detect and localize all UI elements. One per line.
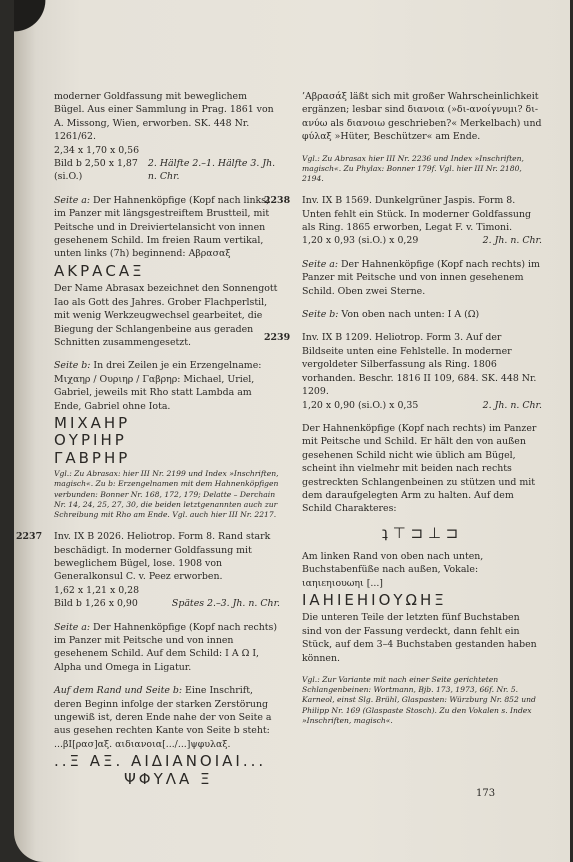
text-block: Am linken Rand von oben nach unten, Buchstabenfüße nach außen, Vokale: ιαηιεηιουωηι [...] (302, 550, 484, 589)
description: Der Hahnenköpfige (Kopf nach rechts) im Panzer mit Peitsche und von innen gesehenem Schild. Oben zwei Sterne. (302, 258, 540, 297)
footnote: Vgl.: Zu Abrasax: hier III Nr. 2199 und Index »Inschriften, magisch«. Zu b: Erzengelnamen mit dem Hahnenköpfigen verbunden: Bonner Nr. 168, 172, 179; Delatte – Derchain Nr. 14, 24, 25, 27, 30, die beiden letztgenannten auch zur Schreibung mit Rho am Ende. Vgl. auch hier III Nr. 2217. (54, 469, 279, 519)
inscription-symbols: ʇ ⊤ ⊐ ⊥ ⊐ (382, 523, 459, 542)
text-block (302, 308, 542, 321)
text-block (54, 194, 280, 261)
text-block: ’Αβρασάξ läßt sich mit großer Wahrscheinlichkeit ergänzen; lesbar sind διανοια (»δι-ανοίγνυμι? δι-ανύω als διανοιω geschrieben?« Merkelbach) und φύλαξ »Hüter, Beschützer« am Ende. (302, 91, 542, 143)
entry-number: 2238 (264, 195, 291, 207)
date: 2. Jh. n. Chr. (482, 235, 542, 247)
dimensions: 2,34 x 1,70 x 0,56 (54, 144, 140, 156)
date: Spätes 2.–3. Jh. n. Chr. (171, 598, 280, 610)
catalog-entry-2237 (16, 530, 280, 610)
text-block: moderner Goldfassung mit beweglichem Bügel. Aus einer Sammlung in Prag. 1861 von A. Missong, Wien, erworben. SK. 448 Nr. 1261/62. (54, 91, 274, 143)
dimension-row (302, 399, 542, 412)
inscription: ΟΥΡΙΗΡ (54, 431, 127, 450)
footnote: Vgl.: Zu Abrasax hier III Nr. 2236 und Index »Inschriften, magisch«. Zu Phylax: Bonner 179f. Vgl. hier III Nr. 2180, 2194. (302, 153, 524, 184)
left-column (16, 90, 280, 790)
catalog-entry-2239 (264, 331, 542, 411)
footnote: Vgl.: Zur Variante mit nach einer Seite gerichteten Schlangenbeinen: Wortmann, Bjb. 173, 1973, 66f. Nr. 5. Karneol, einst Slg. Brühl, Glaspasten: Würzburg Nr. 852 und Philipp Nr. 169 (Glaspaste Stosch). Zu den Vokalen s. Index »Inschriften, magisch«. (302, 675, 536, 725)
dimensions: 1,20 x 0,90 (si.O.) x 0,35 (302, 399, 419, 411)
text-block: Die unteren Teile der letzten fünf Buchstaben sind von der Fassung verdeckt, dann fehlt ein Stück, auf dem 3–4 Buchstaben gestanden haben können. (302, 612, 537, 664)
catalog-entry-2238 (264, 194, 542, 248)
dimensions: Bild b 1,26 x 0,90 (54, 598, 138, 610)
text-block (54, 684, 280, 751)
text-block (302, 258, 542, 298)
dimension-row (302, 234, 542, 247)
text-block: Inv. IX B 2026. Heliotrop. Form 8. Rand stark beschädigt. In moderner Goldfassung mit beweglichem Bügel, lose. 1908 von Generalkonsul C. v. Peez erworben. (54, 531, 271, 583)
dimensions: 1,62 x 1,21 x 0,28 (54, 584, 140, 596)
inscription: ΙΑΗΙΕΗΙΟΥΩΗΞ (302, 590, 447, 609)
page-corner (14, 0, 54, 40)
entry-number: 2237 (16, 531, 43, 543)
side-label: Seite b: (54, 360, 91, 372)
text-block: Der Name Abrasax bezeichnet den Sonnengott Iao als Gott des Jahres. Grober Flachperlstil, mit wenig Werkzeugwechsel gearbeitet, die Biegung der Schlangenbeine aus geraden Schnitten zusammengesetzt. (54, 283, 278, 348)
entry-number: 2239 (264, 332, 291, 344)
inscription: ΨΦΥΛΑ Ξ (124, 769, 213, 788)
description: Von oben nach unten: I A (Ω) (341, 309, 480, 321)
description: In drei Zeilen je ein Erzengelname: Μιχαηρ / Ουριηρ / Γαβρηρ: Michael, Uriel, Gabriel, jeweils mit Rho statt Lambda am Ende, Gabriel ohne Iota. (54, 360, 262, 412)
description: Eine Inschrift, deren Beginn infolge der starken Zerstörung ungewiß ist, deren Ende nahe der von Seite a aus gesehen rechten Kante von Seite b steht: ...βΙ[ρασ]αξ. αιδιανοια[.../...]ψφυλαξ. (54, 685, 272, 750)
description: Der Hahnenköpfige (Kopf nach links) im Panzer mit längsgestreiftem Brustteil, mit Peitsche und in Dreiviertelansicht von innen gesehenem Schild. Im freien Raum vertikal, unten links (7h) beginnend: Αβρασαξ (54, 194, 270, 260)
page-number: 173 (476, 788, 496, 799)
inscription: ΑΚΡΑCΑΞ (54, 261, 145, 280)
text-block (54, 621, 280, 675)
side-label: Seite b: (302, 309, 339, 321)
dimension-row (54, 597, 280, 610)
inscription: ..Ξ ΑΞ. ΑΙΔΙΑΝΟΙΑΙ... (54, 752, 267, 771)
description: Der Hahnenköpfige (Kopf nach rechts) im Panzer mit Peitsche und von innen gesehenem Schild. Auf dem Schild: I A Ω I, Alpha und Omega in Ligatur. (54, 621, 278, 673)
side-label: Seite a: (54, 194, 91, 206)
dimensions: 1,20 x 0,93 (si.O.) x 0,29 (302, 235, 419, 247)
text-block: Inv. IX B 1209. Heliotrop. Form 3. Auf der Bildseite unten eine Fehlstelle. In moderner vergoldeter Silberfassung als Ring. 1806 vorhanden. Beschr. 1816 II 109, 684. SK. 448 Nr. 1209. (302, 332, 537, 398)
book-page (14, 0, 570, 862)
text-block: Inv. IX B 1569. Dunkelgrüner Jaspis. Form 8. Unten fehlt ein Stück. In moderner Goldfassung als Ring. 1865 erworben, Legat F. v. Timoni. (302, 195, 531, 234)
right-column (264, 90, 542, 726)
dimension-row (54, 157, 280, 184)
date: 2. Hälfte 2.–1. Hälfte 3. Jh. n. Chr. (147, 158, 276, 183)
text-block: Der Hahnenköpfige (Kopf nach rechts) im Panzer mit Peitsche und Schild. Er hält den von außen gesehenen Schild nicht wie üblich am Bügel, scheint ihn vielmehr mit beiden nach rechts gestreckten Schlangenbeinen zu stützen und mit dem daraufgelegten Arm zu halten. Auf dem Schild Charakteres: (302, 422, 537, 515)
inscription: ΜΙΧΑΗΡ (54, 413, 131, 432)
side-label: Auf dem Rand und Seite b: (54, 685, 183, 697)
inscription: ΓΑΒΡΗΡ (54, 448, 131, 467)
side-label: Seite a: (302, 258, 339, 270)
dimensions: Bild b 2,50 x 1,87 (si.O.) (54, 158, 138, 183)
date: 2. Jh. n. Chr. (482, 399, 542, 411)
text-block (54, 359, 280, 413)
side-label: Seite a: (54, 621, 91, 633)
